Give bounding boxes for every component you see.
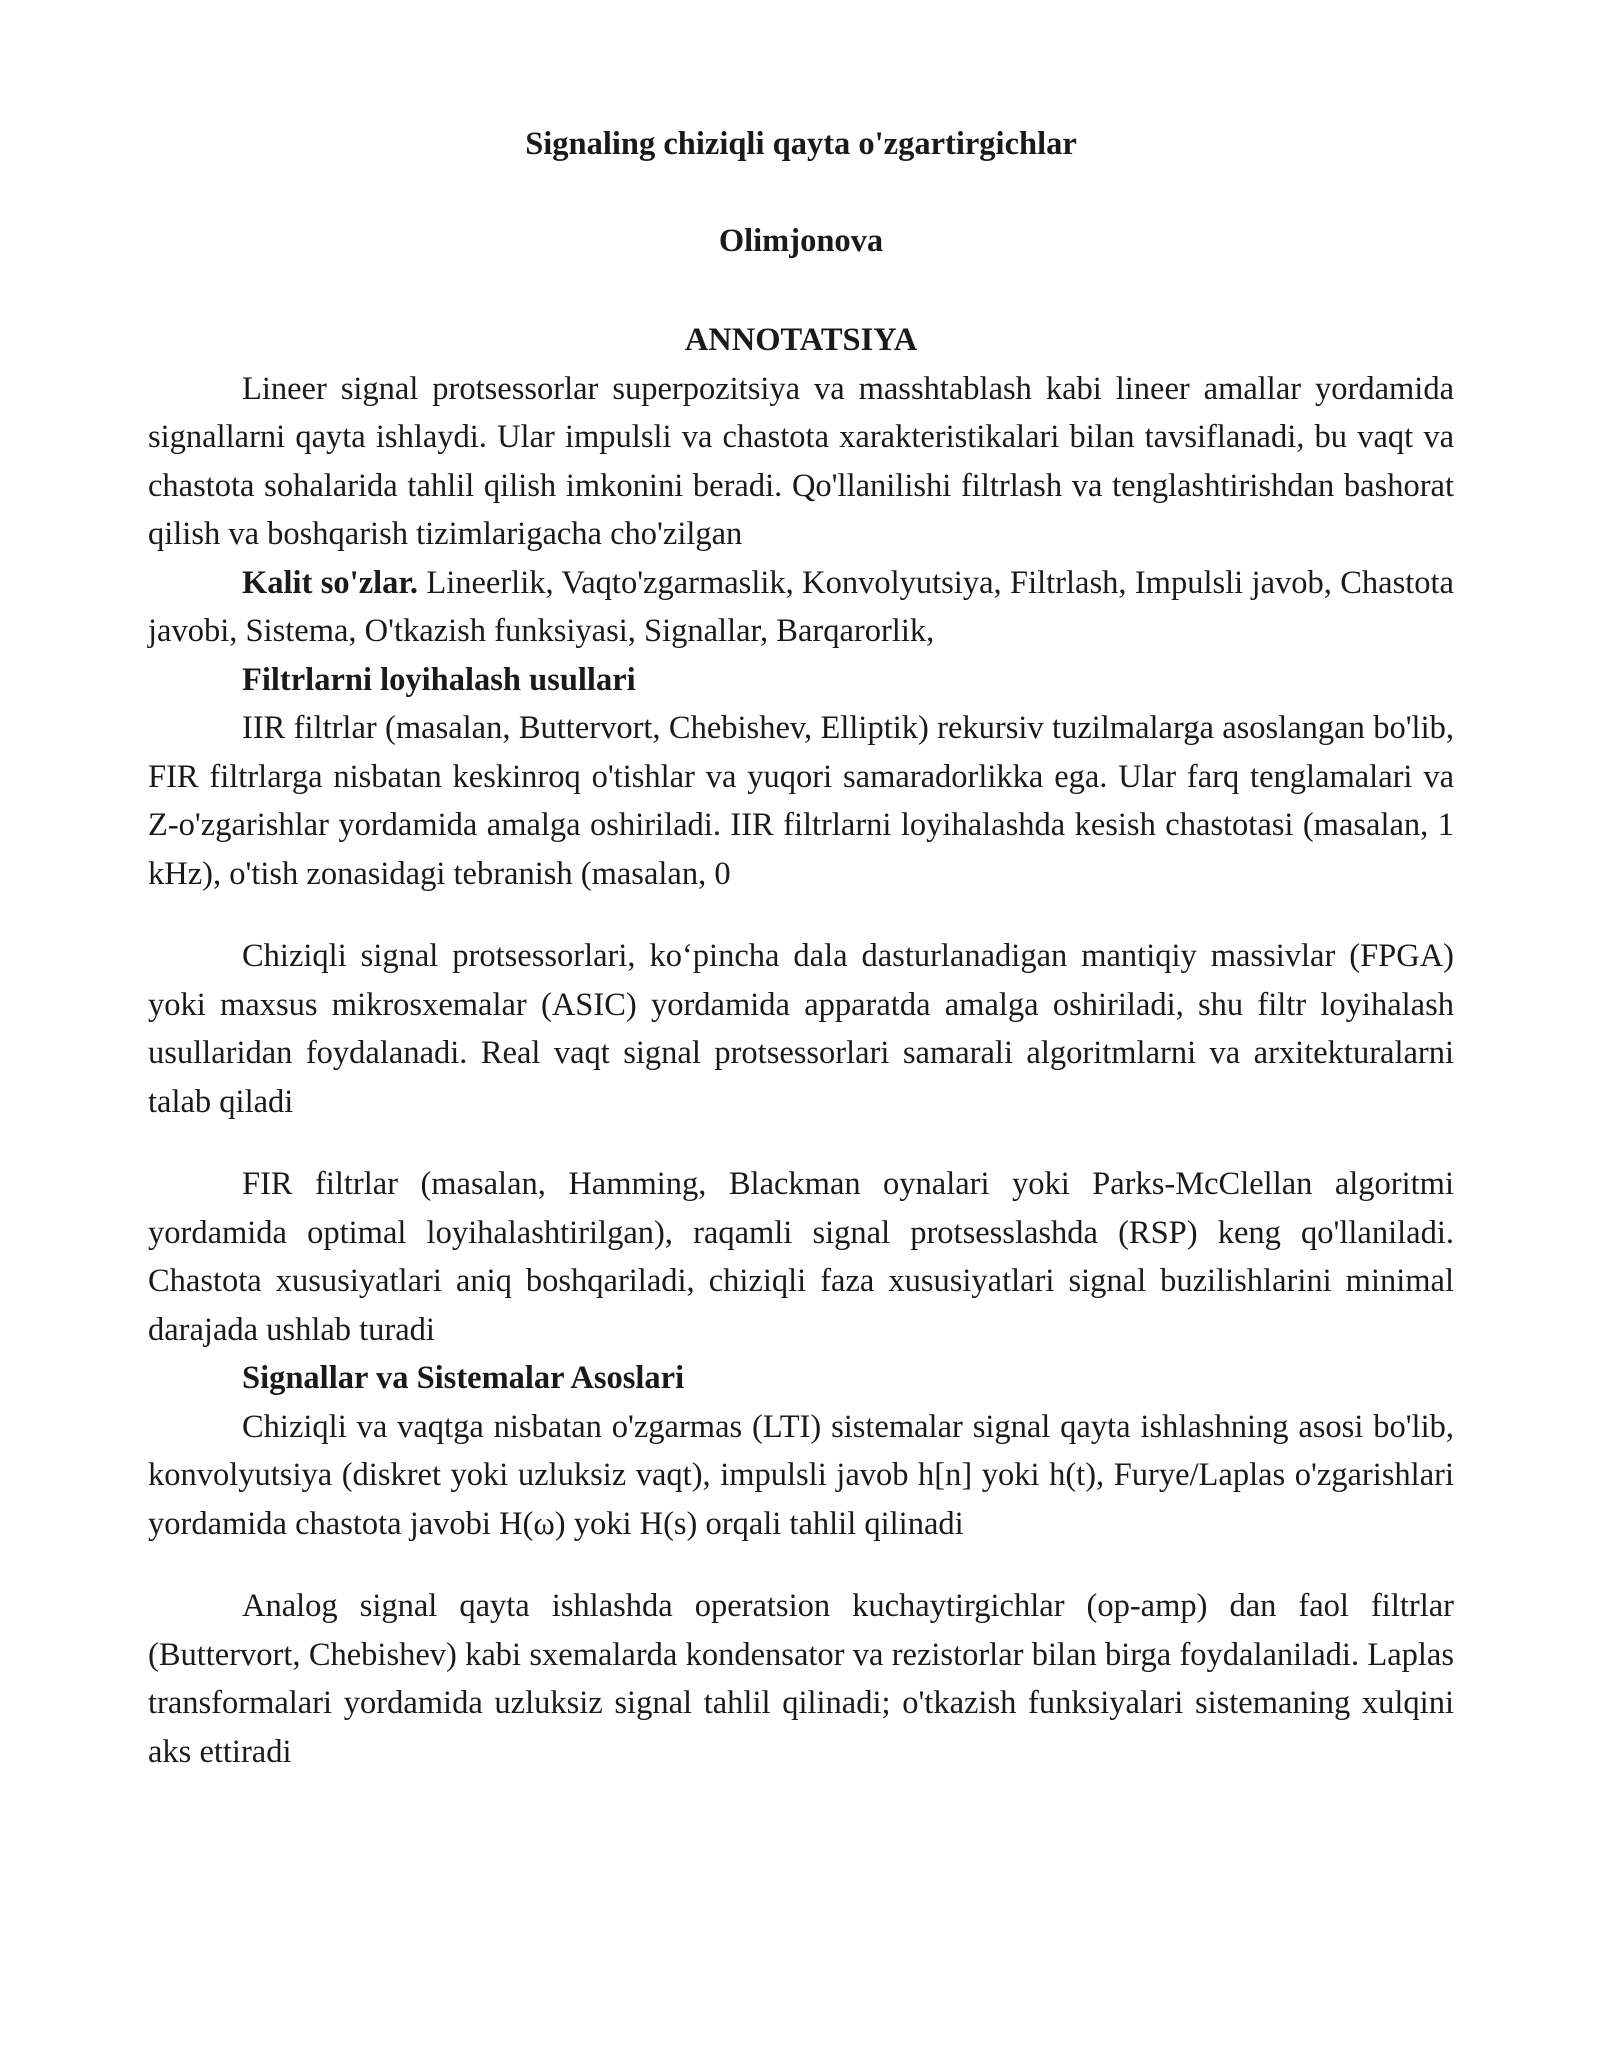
section1-paragraph-3: FIR filtrlar (masalan, Hamming, Blackman oynalari yoki Parks-McClellan algoritmi yordamida optimal loyihalashtirilgan), raqamli signal protsesslashda (RSP) keng qo'llaniladi. Chastota xususiyatlari aniq boshqariladi, chiziqli faza xususiyatlari signal buzilishlarini minimal darajada ushlab turadi [148,1166,1454,1348]
keywords-label: Kalit so'zlar. [242,564,418,601]
document-page [148,120,1454,1776]
abstract-heading: ANNOTATSIYA [684,322,918,358]
section2-paragraph-2: Analog signal qayta ishlashda operatsion kuchaytirgichlar (op-amp) dan faol filtrlar (Buttervort, Chebishev) kabi sxemalarda kondensator va rezistorlar bilan birga foydalaniladi. Laplas transformalari yordamida uzluksiz signal tahlil qilinadi; o'tkazish funksiyalari sistemaning xulqini aks ettiradi [148,1588,1454,1770]
keywords-paragraph [148,559,1454,656]
section2-paragraph-1: Chiziqli va vaqtga nisbatan o'zgarmas (LTI) sistemalar signal qayta ishlashning asosi bo'lib, konvolyutsiya (diskret yoki uzluksiz vaqt), impulsli javob h[n] yoki h(t), Furye/Laplas o'zgarishlari yordamida chastota javobi H(ω) yoki H(s) orqali tahlil qilinadi [148,1408,1454,1542]
section-heading-filters: Filtrlarni loyihalash usullari [242,661,636,698]
author-name: Olimjonova [718,222,884,259]
section1-paragraph-2: Chiziqli signal protsessorlari, ko‘pincha dala dasturlanadigan mantiqiy massivlar (FPGA) yoki maxsus mikrosxemalar (ASIC) yordamida apparatda amalga oshiriladi, shu filtr loyihalash usullaridan foydalanadi. Real vaqt signal protsessorlari samarali algoritmlarni va arxitekturalarni talab qiladi [148,938,1454,1120]
section-heading-signals-systems: Signallar va Sistemalar Asoslari [242,1360,685,1396]
section1-paragraph-1: IIR filtrlar (masalan, Buttervort, Chebishev, Elliptik) rekursiv tuzilmalarga asoslangan bo'lib, FIR filtrlarga nisbatan keskinroq o'tishlar va yuqori samaradorlikka ega. Ular farq tenglamalari va Z-o'zgarishlar yordamida amalga oshiriladi. IIR filtrlarni loyihalashda kesish chastotasi (masalan, 1 kHz), o'tish zonasidagi tebranish (masalan, 0 [148,710,1454,892]
document-title: Signaling chiziqli qayta o'zgartirgichlar [525,126,1077,162]
keywords-text: Lineerlik, Vaqto'zgarmaslik, Konvolyutsiya, Filtrlash, Impulsli javob, Chastota javobi, Sistema, O'tkazish funksiyasi, Signallar, Barqarorlik, [148,564,1454,649]
abstract-text: Lineer signal protsessorlar superpozitsiya va masshtablash kabi lineer amallar yordamida signallarni qayta ishlaydi. Ular impulsli va chastota xarakteristikalari bilan tavsiflanadi, bu vaqt va chastota sohalarida tahlil qilish imkonini beradi. Qo'llanilishi filtrlash va tenglashtirishdan bashorat qilish va boshqarish tizimlarigacha cho'zilgan [148,370,1454,552]
